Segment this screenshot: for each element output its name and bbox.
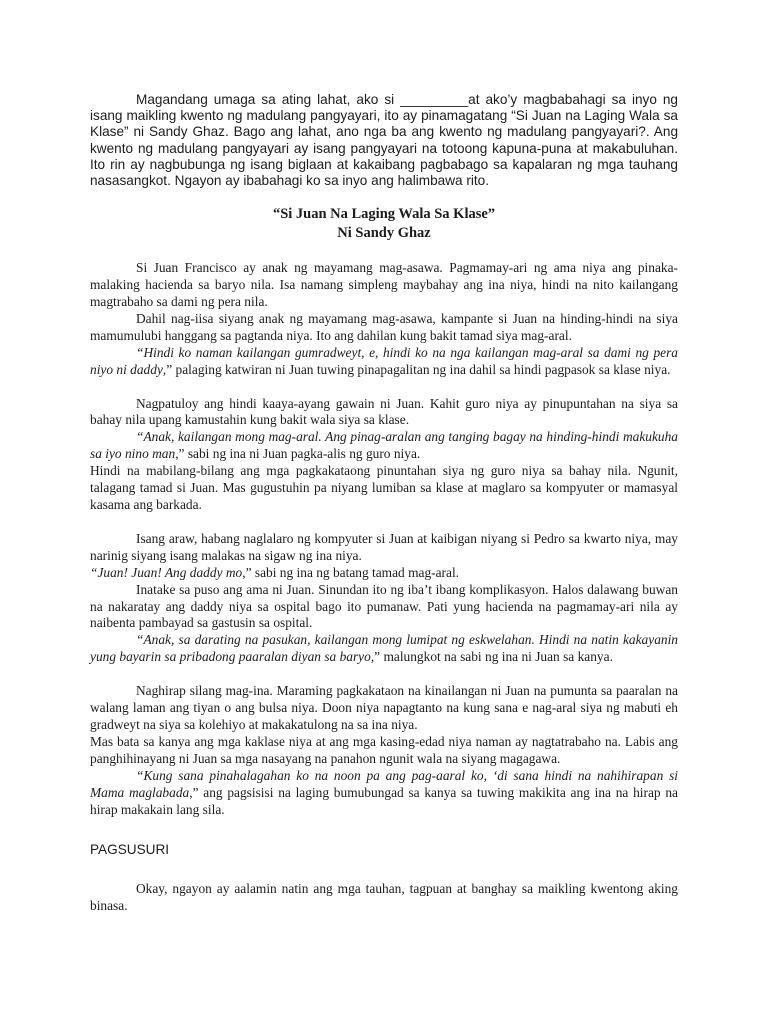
dialogue-tag: ,” ang pagsisisi na laging bumubungad sa kanya sa tuwing makikita ang ina na hirap na hirap makakain lang sila. bbox=[90, 784, 678, 817]
story-paragraph: Dahil nag-iisa siyang anak ng mayamang mag-asawa, kampante si Juan na hinding-hindi na siya mamumulubi hanggang sa pagtanda niya. Ito ang dahilan kung bakit tamad siya mag-aral. bbox=[90, 310, 678, 343]
dialogue-tag: ,” malungkot na sabi ng ina ni Juan sa kanya. bbox=[370, 649, 613, 665]
story-paragraph bbox=[90, 429, 678, 463]
dialogue-quote: “Juan! Juan! Ang daddy mo bbox=[90, 564, 243, 580]
story-heading bbox=[90, 205, 678, 243]
story-paragraph bbox=[90, 345, 678, 379]
intro-paragraph: Magandang umaga sa ating lahat, ako si _________at ako’y magbabahagi sa inyo ng isang maikling kwento ng madulang pangyayari, ito ay pinamagatang “Si Juan na Laging Wala sa Klase” ni Sandy Ghaz. Bago ang lahat, ano nga ba ang kwento ng madulang pangyayari?. Ang kwento ng madulang pangyayari ay isang pangyayari na totoong kapuna-puna at makabuluhan. Ito rin ay nagbubunga ng isang biglaan at kakaibang pagbabago sa kapalaran ng mga tauhang nasasangkot. Ngayon ay ibabahagi ko sa inyo ang halimbawa rito. bbox=[90, 92, 678, 189]
dialogue-quote: “Hindi ko naman kailangan gumradweyt, e, hindi ko na nga kailangan mag-aral sa dami ng pera niyo ni daddy bbox=[90, 344, 678, 377]
story-paragraph: Isang araw, habang naglalaro ng kompyuter si Juan at kaibigan niyang si Pedro sa kwarto niya, may narinig siyang isang malakas na sigaw ng ina niya. bbox=[90, 530, 678, 563]
closing-paragraph: Okay, ngayon ay aalamin natin ang mga tauhan, tagpuan at banghay sa maikling kwentong aking binasa. bbox=[90, 881, 678, 914]
story-title: “Si Juan Na Laging Wala Sa Klase” bbox=[272, 206, 496, 223]
story-author: Ni Sandy Ghaz bbox=[337, 225, 431, 242]
story-paragraph: Nagpatuloy ang hindi kaaya-ayang gawain ni Juan. Kahit guro niya ay pinupuntahan na siya sa bahay nila upang kamustahin kung bakit wala siya sa klase. bbox=[90, 395, 678, 428]
dialogue-quote: “Anak, kailangan mong mag-aral. Ang pinag-aralan ang tanging bagay na hinding-hindi makukuha sa iyo nino man bbox=[90, 429, 678, 462]
story-paragraph bbox=[90, 768, 678, 819]
story-paragraph: Inatake sa puso ang ama ni Juan. Sinundan ito ng iba’t ibang komplikasyon. Halos dalawang buwan na nakaratay ang daddy niya sa ospital bago ito pumanaw. Pati yung hacienda na pagmamay-ari nila ay naibenta pambayad sa gastusin sa ospital. bbox=[90, 581, 678, 631]
dialogue-tag: ,” sabi ng ina ni Juan pagka-alis ng guro niya. bbox=[175, 446, 421, 462]
story-paragraph: Naghirap silang mag-ina. Maraming pagkakataon na kinailangan ni Juan na pumunta sa paaralan na walang laman ang tiyan o ang bulsa niya. Doon niya napagtanto na kung sana e nag-aral siya ng mabuti eh gradweyt na siya sa kolehiyo at makakatulong na sa ina niya. bbox=[90, 683, 678, 732]
dialogue-quote: “Anak, sa darating na pasukan, kailangan mong lumipat ng eskwelahan. Hindi na natin kakayanin yung bayarin sa pribadong paaralan diyan sa baryo bbox=[90, 632, 678, 665]
story-paragraph bbox=[90, 565, 678, 582]
story-paragraph: Si Juan Francisco ay anak ng mayamang mag-asawa. Pagmamay-ari ng ama niya ang pinaka-malaking hacienda sa baryo nila. Isa namang simpleng maybahay ang ina niya, hindi na nito kailangang magtrabaho sa dami ng pera nila. bbox=[90, 260, 678, 310]
story-body bbox=[90, 260, 678, 818]
dialogue-tag: ,” palaging katwiran ni Juan tuwing pinapagalitan ng ina dahil sa hindi pagpasok sa klase niya. bbox=[162, 361, 671, 377]
story-paragraph: Hindi na mabilang-bilang ang mga pagkakataong pinuntahan siya ng guro niya sa bahay nila. Ngunit, talagang tamad si Juan. Mas gugustuhin pa niyang lumiban sa klase at maglaro sa kompyuter or mamasyal kasama ang barkada. bbox=[90, 463, 678, 512]
story-paragraph: Mas bata sa kanya ang mga kaklase niya at ang mga kasing-edad niya naman ay nagtatrabaho na. Labis ang panghihinayang ni Juan sa mga nasayang na panahon ngunit wala na siyang magagawa. bbox=[90, 733, 678, 766]
story-paragraph bbox=[90, 632, 678, 666]
dialogue-tag: ,” sabi ng ina ng batang tamad mag-aral. bbox=[242, 564, 460, 580]
dialogue-quote: “Kung sana pinahalagahan ko na noon pa ang pag-aaral ko, ‘di sana hindi na nahihirapan si Mama maglabada bbox=[90, 767, 678, 800]
document-page bbox=[90, 80, 678, 928]
section-heading: PAGSUSURI bbox=[90, 842, 170, 858]
